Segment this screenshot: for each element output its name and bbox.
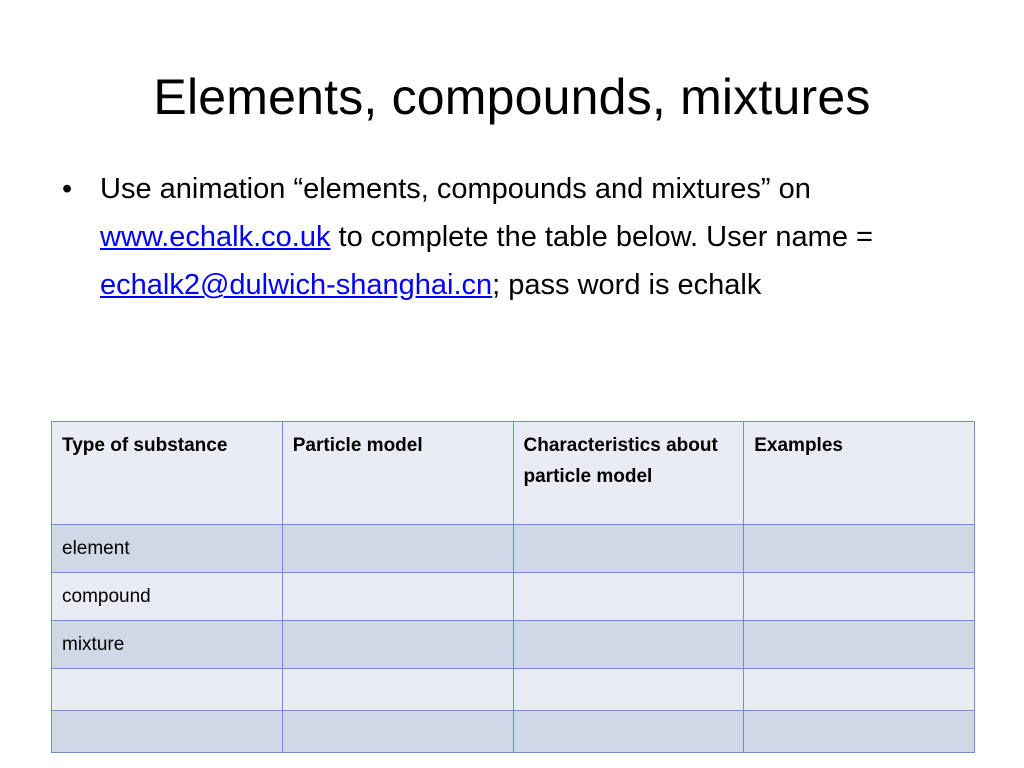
table-cell[interactable]	[282, 573, 513, 621]
table-cell[interactable]	[513, 525, 744, 573]
table-cell[interactable]	[282, 621, 513, 669]
header-characteristics: Characteristics about particle model	[513, 422, 744, 525]
table-cell[interactable]	[282, 711, 513, 753]
table-cell[interactable]	[744, 525, 975, 573]
table-row	[52, 525, 975, 573]
table-cell[interactable]	[282, 669, 513, 711]
table-cell[interactable]: compound	[52, 573, 283, 621]
instruction-text-part-2: to complete the table below. User name =	[330, 221, 873, 253]
table-row	[52, 669, 975, 711]
instruction-text-part-1: Use animation “elements, compounds and mixtures” on	[100, 173, 811, 205]
table-cell[interactable]	[513, 711, 744, 753]
table-row	[52, 573, 975, 621]
table-cell[interactable]	[52, 711, 283, 753]
table-cell[interactable]	[744, 573, 975, 621]
table-cell[interactable]	[744, 669, 975, 711]
header-type-of-substance: Type of substance	[52, 422, 283, 525]
header-particle-model: Particle model	[282, 422, 513, 525]
table-cell[interactable]	[744, 711, 975, 753]
instruction-bullet-item	[62, 165, 962, 309]
table-cell[interactable]: element	[52, 525, 283, 573]
table-header-row	[52, 422, 975, 525]
username-email-link[interactable]: echalk2@dulwich-shanghai.cn	[100, 269, 493, 301]
slide-title: Elements, compounds, mixtures	[153, 69, 871, 125]
table-cell[interactable]	[52, 669, 283, 711]
table-row	[52, 621, 975, 669]
bullet-icon: •	[62, 173, 73, 205]
table-cell[interactable]	[513, 669, 744, 711]
instruction-list	[62, 165, 962, 309]
table-row	[52, 711, 975, 753]
echalk-website-link[interactable]: www.echalk.co.uk	[100, 221, 331, 253]
table-cell[interactable]	[513, 573, 744, 621]
instruction-text-part-3: ; pass word is echalk	[492, 269, 762, 301]
table-cell[interactable]	[744, 621, 975, 669]
substance-table-container	[51, 421, 974, 753]
substance-table	[51, 421, 975, 753]
header-examples: Examples	[744, 422, 975, 525]
table-cell[interactable]	[513, 621, 744, 669]
table-cell[interactable]	[282, 525, 513, 573]
table-cell[interactable]: mixture	[52, 621, 283, 669]
